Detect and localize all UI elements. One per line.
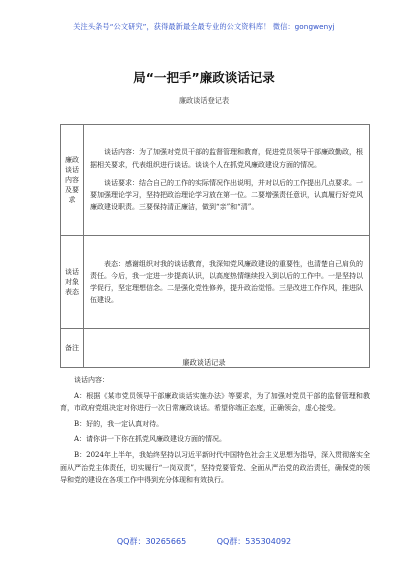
response-content <box>84 236 370 329</box>
footer-qq-groups <box>0 536 408 547</box>
requirements-label: 廉政谈话内容及要求 <box>61 125 84 236</box>
record-paragraph: 谈话内容： <box>74 376 109 384</box>
table-row-response <box>61 236 370 329</box>
record-paragraph: A：根据《某市党员领导干部廉政谈话实施办法》等要求，为了加强对党员干部的监督管理和教育，市政府党组决定对你进行一次日常廉政谈话。希望你端正态度，正确领会，虚心接受。 <box>60 391 370 413</box>
requirements-paragraph: 谈话内容：为了加强对党员干部的监督管理和教育，促进党员领导干部廉政勤政，根据相关要求，代表组织进行谈话。谈谈个人在抓党风廉政建设方面的情况。 <box>90 148 363 169</box>
record-paragraph: B：好的，我一定认真对待。 <box>74 419 164 428</box>
record-paragraph: A：请你讲一下你在抓党风廉政建设方面的情况。 <box>74 435 227 444</box>
requirements-paragraph: 谈话要求：结合自己的工作的实际情况作出说明，并对以后的工作提出几点要求。一要加强理论学习，坚持把政治理论学习放在第一位。二要增强责任意识，认真履行好党风廉政建设职责。三要保持清正廉洁，做到“亲”和“清”。 <box>90 178 363 212</box>
record-body <box>60 374 370 490</box>
note-label: 备注 <box>61 329 84 368</box>
response-label: 谈话对象表态 <box>61 236 84 329</box>
document-subtitle: 廉政谈话登记表 <box>178 96 230 105</box>
footer-qq-group-2: QQ群：535304092 <box>216 537 292 546</box>
footer-qq-group-1: QQ群：30265665 <box>116 537 187 546</box>
record-section-title: 廉政谈话记录 <box>182 358 226 367</box>
requirements-content <box>84 125 370 236</box>
record-paragraph: B：2024年上半年，我始终坚持以习近平新时代中国特色社会主义思想为指导，深入贯彻落实全面从严治党主体责任，切实履行“一岗双责”，坚持党要管党、全面从严治党的政治责任，确保党的领导和党的建设在各项工作中得到充分体现和有效执行。 <box>60 450 370 485</box>
header-banner: 关注头条号“公文研究”，获得最新最全最专业的公文资料库！ 微信：gongwenyj <box>73 22 335 31</box>
registration-table <box>60 124 370 368</box>
document-title: 局“一把手”廉政谈话记录 <box>133 70 275 85</box>
response-paragraph: 表态：感谢组织对我的谈话教育，我深知党风廉政建设的重要性，也清楚自己肩负的责任。今后，我一定进一步提高认识，以高度热情继续投入到以后的工作中。一是坚持以学促行，坚定理想信念。二是强化党性修养，提升政治觉悟。三是改进工作作风，推进队伍建设。 <box>90 259 363 305</box>
table-row-requirements <box>61 125 370 236</box>
